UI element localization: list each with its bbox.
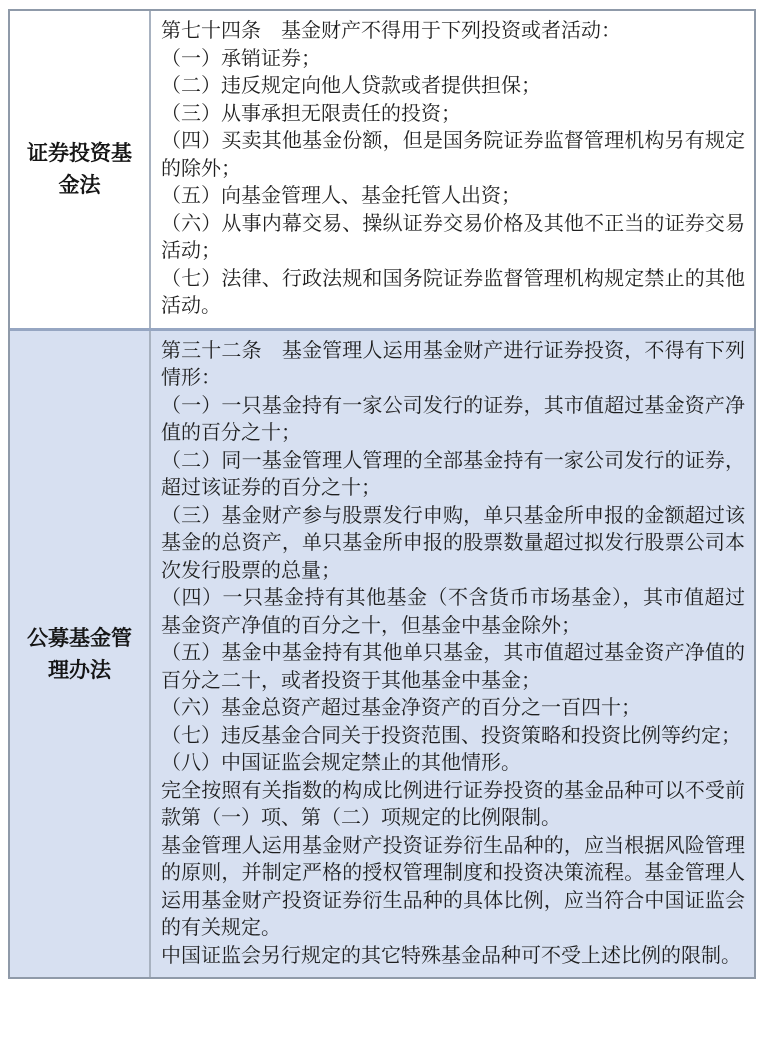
row-header-cell <box>10 11 151 328</box>
clause-item: （六）基金总资产超过基金净资产的百分之一百四十； <box>161 697 641 719</box>
clause-item: （二）违反规定向他人贷款或者提供担保； <box>161 75 541 97</box>
clause-item: （五）向基金管理人、基金托管人出资； <box>161 185 521 207</box>
row-content-cell <box>151 331 754 978</box>
row-header-cell <box>10 331 151 978</box>
clause-item: （三）从事承担无限责任的投资； <box>161 102 461 125</box>
supplementary-paragraph: 基金管理人运用基金财产投资证券衍生品种的，应当根据风险管理的原则，并制定严格的授权管理制度和投资决策流程。基金管理人运用基金财产投资证券衍生品种的具体比例，应当符合中国证监会的有关规定。 <box>161 834 745 939</box>
clause-item: （二）同一基金管理人管理的全部基金持有一家公司发行的证券，超过该证券的百分之十； <box>161 449 745 499</box>
clause-item: （三）基金财产参与股票发行申购，单只基金所申报的金额超过该基金的总资产，单只基金所申报的股票数量超过拟发行股票公司本次发行股票的总量； <box>161 504 745 582</box>
supplementary-paragraph: 完全按照有关指数的构成比例进行证券投资的基金品种可以不受前款第（一）项、第（二）项规定的比例限制。 <box>161 779 745 829</box>
row-header-label: 公募基金管理办法 <box>27 625 132 682</box>
supplementary-paragraph: 中国证监会另行规定的其它特殊基金品种可不受上述比例的限制。 <box>161 944 741 967</box>
clause-item: （七）法律、行政法规和国务院证券监督管理机构规定禁止的其他活动。 <box>161 267 745 317</box>
article-intro: 第三十二条 基金管理人运用基金财产进行证券投资，不得有下列情形： <box>161 339 745 389</box>
row-content-cell <box>151 11 754 328</box>
article-intro: 第七十四条 基金财产不得用于下列投资或者活动： <box>161 20 621 42</box>
clause-item: （一）一只基金持有一家公司发行的证券，其市值超过基金资产净值的百分之十； <box>161 394 745 444</box>
row-header-label: 证券投资基金法 <box>27 141 132 198</box>
regulation-comparison-table <box>8 9 756 979</box>
clause-item: （四）一只基金持有其他基金（不含货币市场基金），其市值超过基金资产净值的百分之十，但基金中基金除外； <box>161 587 745 637</box>
table-row-securities-fund-law <box>10 11 754 328</box>
clause-item: （一）承销证券； <box>161 47 321 70</box>
clause-item: （五）基金中基金持有其他单只基金，其市值超过基金资产净值的百分之二十，或者投资于其他基金中基金； <box>161 642 745 692</box>
clause-item: （七）违反基金合同关于投资范围、投资策略和投资比例等约定； <box>161 724 741 747</box>
table-row-public-fund-measures <box>10 328 754 978</box>
clause-item: （四）买卖其他基金份额，但是国务院证券监督管理机构另有规定的除外； <box>161 130 745 180</box>
clause-item: （六）从事内幕交易、操纵证券交易价格及其他不正当的证券交易活动； <box>161 212 745 262</box>
clause-item: （八）中国证监会规定禁止的其他情形。 <box>161 752 521 774</box>
